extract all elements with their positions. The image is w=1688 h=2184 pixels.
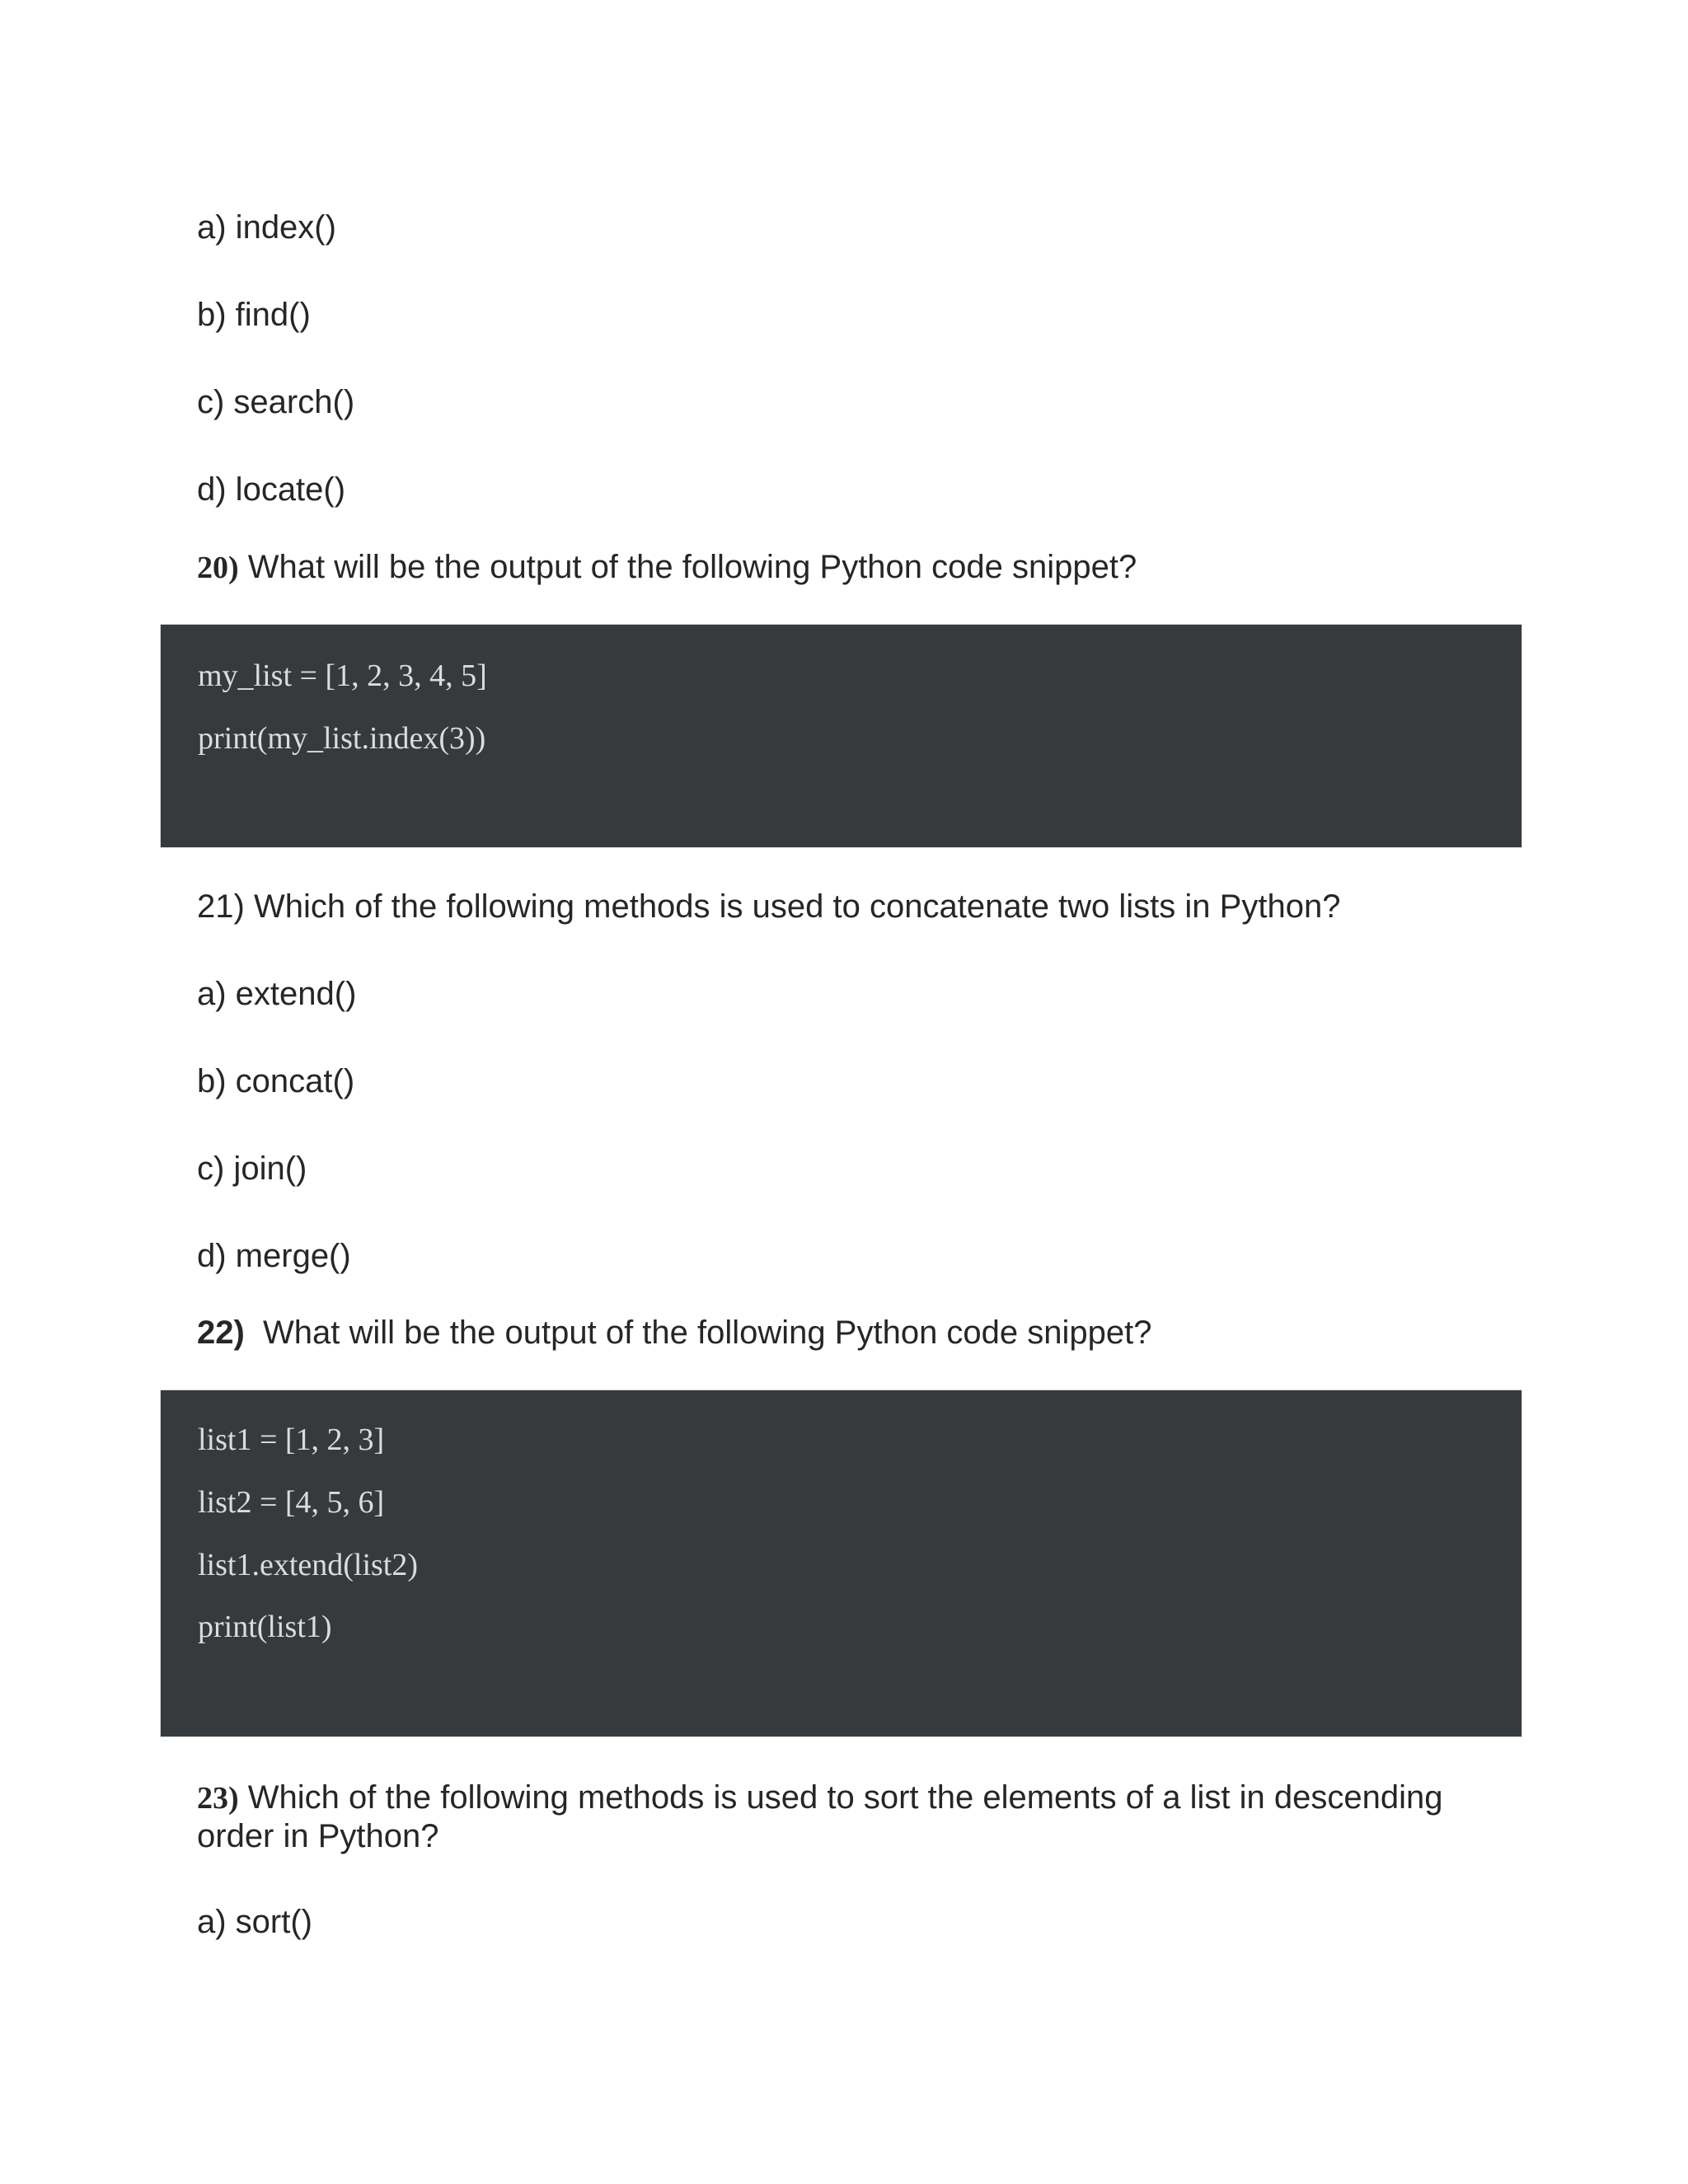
q19-option-a: a) index()	[197, 209, 336, 246]
q22-number: 22)	[197, 1315, 245, 1351]
q22-heading	[197, 1313, 1152, 1352]
q23-option-a: a) sort()	[197, 1904, 312, 1940]
q20-number: 20)	[197, 551, 239, 585]
q21-option-c: c) join()	[197, 1151, 307, 1187]
q22-code-block	[160, 1390, 1522, 1737]
q20-code-line-1: my_list = [1, 2, 3, 4, 5]	[198, 658, 487, 693]
q19-option-c: c) search()	[197, 384, 355, 420]
q22-code-line-2: list2 = [4, 5, 6]	[198, 1485, 385, 1520]
q20-text: What will be the output of the following Python code snippet?	[247, 549, 1137, 585]
q23-number: 23)	[197, 1781, 239, 1816]
q19-option-d: d) locate()	[197, 471, 346, 508]
q20-code-block	[160, 624, 1522, 848]
q21-option-a: a) extend()	[197, 976, 357, 1012]
q22-code-line-4: print(list1)	[198, 1610, 332, 1644]
q21-heading	[197, 887, 1340, 926]
q20-code-line-2: print(my_list.index(3))	[198, 721, 486, 756]
q23-text: Which of the following methods is used to sort the elements of a list in descending order in Python?	[197, 1779, 1443, 1854]
q21-option-d: d) merge()	[197, 1238, 351, 1274]
q21-number: 21)	[197, 888, 245, 925]
q19-option-b: b) find()	[197, 297, 311, 333]
q23-heading	[197, 1779, 1516, 1855]
q22-text: What will be the output of the following Python code snippet?	[263, 1315, 1152, 1351]
q22-code-line-3: list1.extend(list2)	[198, 1548, 419, 1582]
q21-text: Which of the following methods is used to concatenate two lists in Python?	[253, 888, 1341, 925]
q22-code-line-1: list1 = [1, 2, 3]	[198, 1422, 385, 1457]
q21-option-b: b) concat()	[197, 1063, 355, 1099]
q20-heading	[197, 547, 1137, 588]
